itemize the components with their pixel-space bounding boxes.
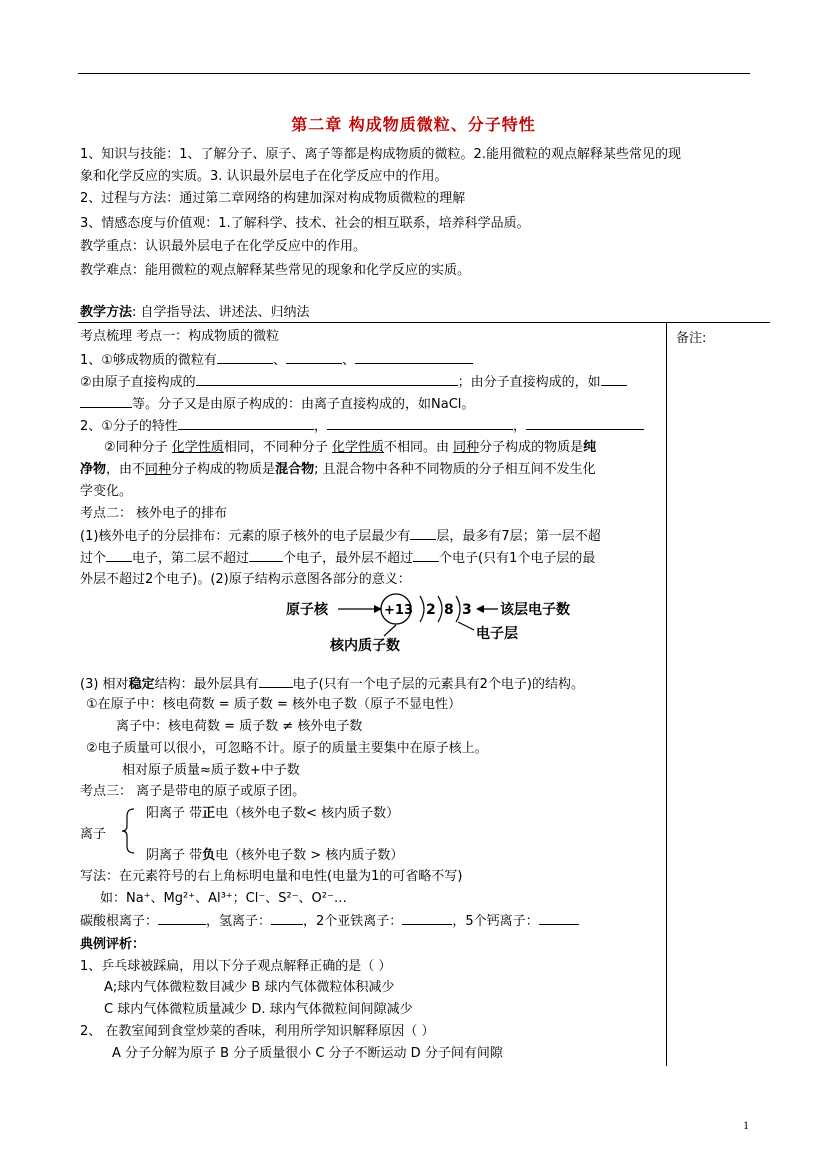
shell-arrow bbox=[458, 622, 474, 630]
question-2: 2、 在教室闻到食堂炒菜的香味，利用所学知识解释原因（ ） bbox=[80, 1024, 435, 1039]
k1-line4: 2、①分子的特性 ， ， bbox=[80, 415, 644, 438]
blank[interactable] bbox=[80, 393, 132, 408]
blank[interactable] bbox=[355, 349, 473, 364]
k3-exercise: 碳酸根离子： ，氢离子： ，2个亚铁离子： ，5个钙离子： bbox=[80, 910, 579, 933]
question-1: 1、乒乓球被踩扁，用以下分子观点解释正确的是（ ） bbox=[80, 959, 392, 974]
nuclear-charge: +13 bbox=[384, 603, 413, 618]
k2-heading: 考点二： 核外电子的排布 bbox=[80, 506, 228, 521]
question-1-options-cd: C 球内气体微粒质量减少 D. 球内气体微粒间间隙减少 bbox=[104, 1002, 413, 1017]
k3-heading: 考点三： 离子是带电的原子或原子团。 bbox=[80, 784, 306, 799]
blank[interactable] bbox=[402, 910, 452, 925]
k2-line6: 离子中：核电荷数 = 质子数 ≠ 核外电子数 bbox=[116, 719, 363, 734]
blank[interactable] bbox=[526, 415, 644, 430]
nucleus-label: 原子核 bbox=[286, 602, 328, 618]
objective-1b: 象和化学反应的实质。3. 认识最外层电子在化学反应中的作用。 bbox=[80, 169, 448, 184]
k2-line7: ②电子质量可以很小，可忽略不计。原子的质量主要集中在原子核上。 bbox=[86, 741, 488, 756]
blank[interactable] bbox=[259, 673, 293, 688]
question-2-options: A 分子分解为原子 B 分子质量很小 C 分子不断运动 D 分子间有间隙 bbox=[112, 1046, 503, 1061]
table-divider bbox=[666, 322, 667, 1066]
objective-2: 2、过程与方法：通过第二章网络的构建加深对构成物质微粒的理解 bbox=[80, 191, 466, 206]
k2-line1: (1)核外电子的分层排布：元素的原子核外的电子层最少有 层，最多有7层；第一层不超 bbox=[80, 525, 601, 548]
blank[interactable] bbox=[327, 415, 513, 430]
difficulty: 教学难点：能用微粒的观点解释某些常见的现象和化学反应的实质。 bbox=[80, 263, 471, 278]
k1-line2: ②由原子直接构成的 ；由分子直接构成的，如 bbox=[80, 371, 627, 394]
objective-3: 3、情感态度与价值观：1.了解科学、技术、社会的相互联系，培养科学品质。 bbox=[80, 216, 530, 231]
examples-heading: 典例评析： bbox=[80, 937, 146, 952]
blank[interactable] bbox=[217, 349, 273, 364]
page-title: 第二章 构成物质微粒、分子特性 bbox=[291, 115, 536, 134]
header-rule bbox=[78, 73, 750, 74]
brace-icon bbox=[120, 808, 136, 854]
shell-arc-1 bbox=[420, 596, 424, 622]
k1-line5: ②同种分子 化学性质相同，不同种分子 化学性质不相同。由 同种分子构成的物质是纯 bbox=[104, 440, 597, 455]
k3-write: 写法：在元素符号的右上角标明电量和电性(电量为1的可省略不写) bbox=[80, 869, 463, 884]
k2-line2: 过个 电子，第二层不超过 个电子，最外层不超过 个电子(只有1个电子层的最 bbox=[80, 547, 595, 570]
k2-line3: 外层不超过2个电子)。(2)原子结构示意图各部分的意义： bbox=[80, 572, 411, 587]
shell-3-electrons: 3 bbox=[462, 602, 472, 618]
shell-2-electrons: 8 bbox=[444, 602, 454, 618]
blank[interactable] bbox=[249, 547, 283, 562]
k2-line4: (3) 相对稳定结构：最外层具有 电子(只有一个电子层的元素具有2个电子)的结构。 bbox=[80, 673, 584, 696]
proton-label: 核内质子数 bbox=[330, 638, 400, 654]
blank[interactable] bbox=[106, 547, 132, 562]
method-label: 教学方法 bbox=[80, 305, 133, 320]
shell-label: 电子层 bbox=[476, 626, 518, 642]
blank[interactable] bbox=[178, 415, 314, 430]
k3-example: 如：Na⁺、Mg²⁺、Al³⁺；Cl⁻、S²⁻、O²⁻… bbox=[100, 891, 347, 906]
blank[interactable] bbox=[286, 349, 342, 364]
cation-row: 阳离子 带正电（核外电子数< 核内质子数） bbox=[146, 806, 400, 821]
blank[interactable] bbox=[196, 371, 458, 386]
objective-1a: 1、知识与技能：1、了解分子、原子、离子等都是构成物质的微粒。2.能用微粒的观点解释某些常见的现 bbox=[80, 147, 681, 162]
k1-line7: 学变化。 bbox=[80, 484, 133, 499]
note-label: 备注: bbox=[676, 331, 707, 346]
blank[interactable] bbox=[413, 547, 439, 562]
proton-arrow bbox=[384, 625, 396, 636]
ion-label: 离子 bbox=[80, 827, 107, 842]
question-1-options-ab: A;球内气体微粒数目减少 B 球内气体微粒体积减少 bbox=[104, 980, 395, 995]
anion-row: 阴离子 带负电（核外电子数 > 核内质子数） bbox=[146, 848, 404, 863]
shell-arc-2 bbox=[438, 596, 442, 622]
k2-line8: 相对原子质量≈质子数+中子数 bbox=[122, 763, 300, 778]
k1-line3: 等。分子又是由原子构成的：由离子直接构成的，如NaCl。 bbox=[80, 393, 474, 416]
shell-arc-3 bbox=[456, 596, 460, 622]
teaching-method bbox=[80, 302, 310, 324]
k1-heading: 考点梳理 考点一：构成物质的微粒 bbox=[80, 329, 280, 344]
k1-line6: 净物，由不同种分子构成的物质是混合物; 且混合物中各种不同物质的分子相互间不发生化 bbox=[80, 462, 596, 477]
key-point: 教学重点：认识最外层电子在化学反应中的作用。 bbox=[80, 239, 367, 254]
blank[interactable] bbox=[271, 910, 303, 925]
page-number: 1 bbox=[743, 1118, 749, 1132]
k1-line1: 1、①够成物质的微粒有 、 、 bbox=[80, 349, 473, 372]
blank[interactable] bbox=[410, 525, 436, 540]
shell-1-electrons: 2 bbox=[426, 602, 436, 618]
method-value: : 自学指导法、讲述法、归纳法 bbox=[132, 305, 310, 320]
blank[interactable] bbox=[539, 910, 579, 925]
count-arrowhead bbox=[476, 605, 484, 613]
layer-count-label: 该层电子数 bbox=[500, 602, 570, 618]
blank[interactable] bbox=[158, 910, 206, 925]
k2-line5: ①在原子中：核电荷数 = 质子数 = 核外电子数（原子不显电性） bbox=[86, 697, 461, 712]
blank[interactable] bbox=[601, 371, 627, 386]
atom-structure-diagram bbox=[280, 592, 610, 660]
